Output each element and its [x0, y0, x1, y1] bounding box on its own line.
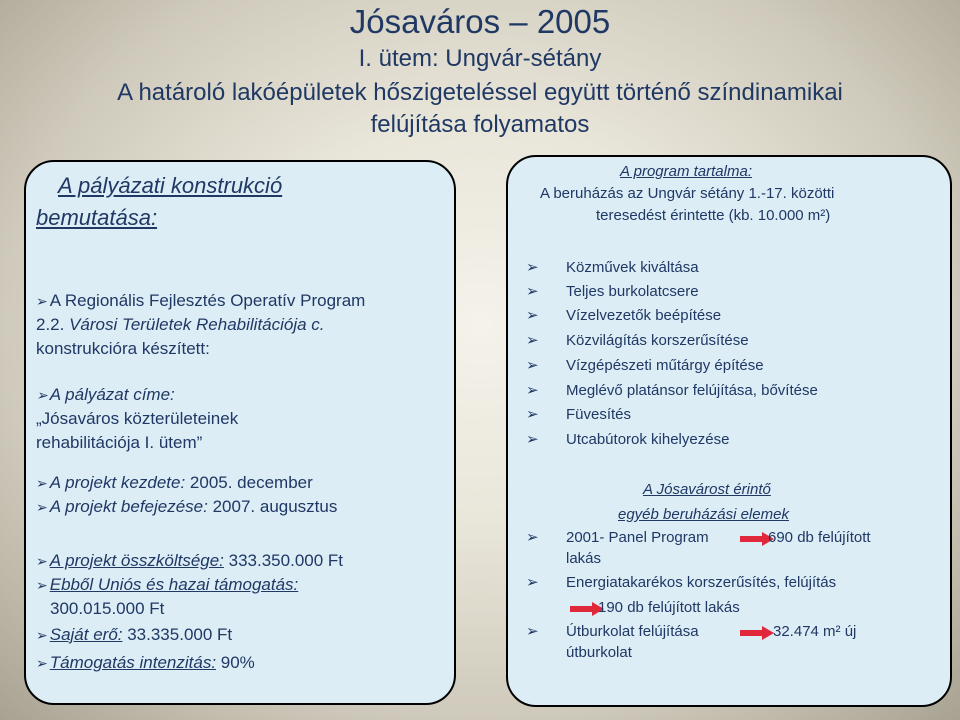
left-heading-2: bemutatása:: [36, 205, 158, 230]
road-renovation-area: 32.474 m² új: [773, 623, 857, 640]
check-bullet-icon: ➢: [526, 382, 539, 399]
check-bullet-icon: ➢: [526, 259, 539, 276]
left-heading-1: A pályázati konstrukció: [58, 173, 283, 198]
program-desc-1: A beruházás az Ungvár sétány 1.-17. közötti: [540, 185, 835, 202]
eu-support-label: ➢ Ebből Uniós és hazai támogatás:: [36, 575, 299, 594]
road-renovation-unit: útburkolat: [566, 644, 632, 661]
arrow-bullet-icon: ➢: [36, 475, 48, 491]
title-line-3: A határoló lakóépületek hőszigeteléssel együtt történő színdinamikai: [117, 79, 843, 106]
energy-renovation: Energiatakarékos korszerűsítés, felújítás: [566, 574, 837, 591]
check-bullet-icon: ➢: [526, 357, 539, 374]
project-end: ➢ A projekt befejezése: 2007. augusztus: [36, 497, 338, 516]
list-item: Füvesítés: [566, 406, 632, 423]
list-item: Meglévő platánsor felújítása, bővítése: [566, 382, 818, 399]
program-desc-2: teresedést érintette (kb. 10.000 m²): [596, 207, 831, 224]
program-line-3: konstrukcióra készített:: [36, 339, 210, 358]
check-bullet-icon: ➢: [526, 307, 539, 324]
application-title-value-2: rehabilitációja I. ütem”: [36, 433, 203, 452]
list-item: Utcabútorok kihelyezése: [566, 431, 730, 448]
arrow-bullet-icon: ➢: [36, 627, 48, 643]
list-item: Közvilágítás korszerűsítése: [566, 332, 749, 349]
check-bullet-icon: ➢: [526, 283, 539, 300]
list-item: Teljes burkolatcsere: [566, 283, 699, 300]
list-item: Közművek kiváltása: [566, 259, 699, 276]
panel-program-count: 690 db felújított: [768, 529, 871, 546]
arrow-bullet-icon: ➢: [36, 655, 48, 671]
check-bullet-icon: ➢: [526, 431, 539, 448]
check-bullet-icon: ➢: [526, 574, 539, 591]
title-line-4: felújítása folyamatos: [370, 111, 590, 138]
arrow-bullet-icon: ➢: [36, 499, 48, 515]
list-item: Vízelvezetők beépítése: [566, 307, 722, 324]
check-bullet-icon: ➢: [526, 406, 539, 423]
arrow-bullet-icon: ➢: [36, 577, 48, 593]
other-investments-title-1: A Jósavárost érintő: [643, 481, 771, 498]
title-line-2: I. ütem: Ungvár-sétány: [358, 45, 602, 72]
red-arrow-icon: [740, 626, 774, 640]
project-start: ➢ A projekt kezdete: 2005. december: [36, 473, 313, 492]
application-title-value-1: „Jósaváros közterületeinek: [36, 409, 239, 428]
project-cost: ➢ A projekt összköltsége: 333.350.000 Ft: [36, 551, 344, 570]
panel-program-unit: lakás: [566, 550, 602, 567]
support-intensity: ➢ Támogatás intenzitás: 90%: [36, 653, 255, 672]
program-line-2: 2.2. Városi Területek Rehabilitációja c.: [36, 315, 325, 334]
arrow-bullet-icon: ➢: [36, 293, 48, 309]
own-contribution: ➢ Saját erő: 33.335.000 Ft: [36, 625, 233, 644]
panel-program: 2001- Panel Program: [566, 529, 709, 546]
check-bullet-icon: ➢: [526, 623, 539, 640]
arrow-bullet-icon: ➢: [36, 387, 48, 403]
arrow-bullet-icon: ➢: [36, 553, 48, 569]
eu-support-value: 300.015.000 Ft: [50, 599, 165, 618]
application-title-label: ➢ A pályázat címe:: [36, 385, 175, 404]
check-bullet-icon: ➢: [526, 332, 539, 349]
check-bullet-icon: ➢: [526, 529, 539, 546]
program-line-1: ➢ A Regionális Fejlesztés Operatív Program: [36, 291, 366, 310]
road-renovation: Útburkolat felújítása: [566, 623, 699, 640]
program-title: A program tartalma:: [620, 163, 752, 180]
title-line-1: Jósaváros – 2005: [349, 3, 611, 40]
energy-renovation-count: 190 db felújított lakás: [598, 599, 740, 616]
list-item: Vízgépészeti műtárgy építése: [566, 357, 764, 374]
other-investments-title-2: egyéb beruházási elemek: [618, 506, 789, 523]
